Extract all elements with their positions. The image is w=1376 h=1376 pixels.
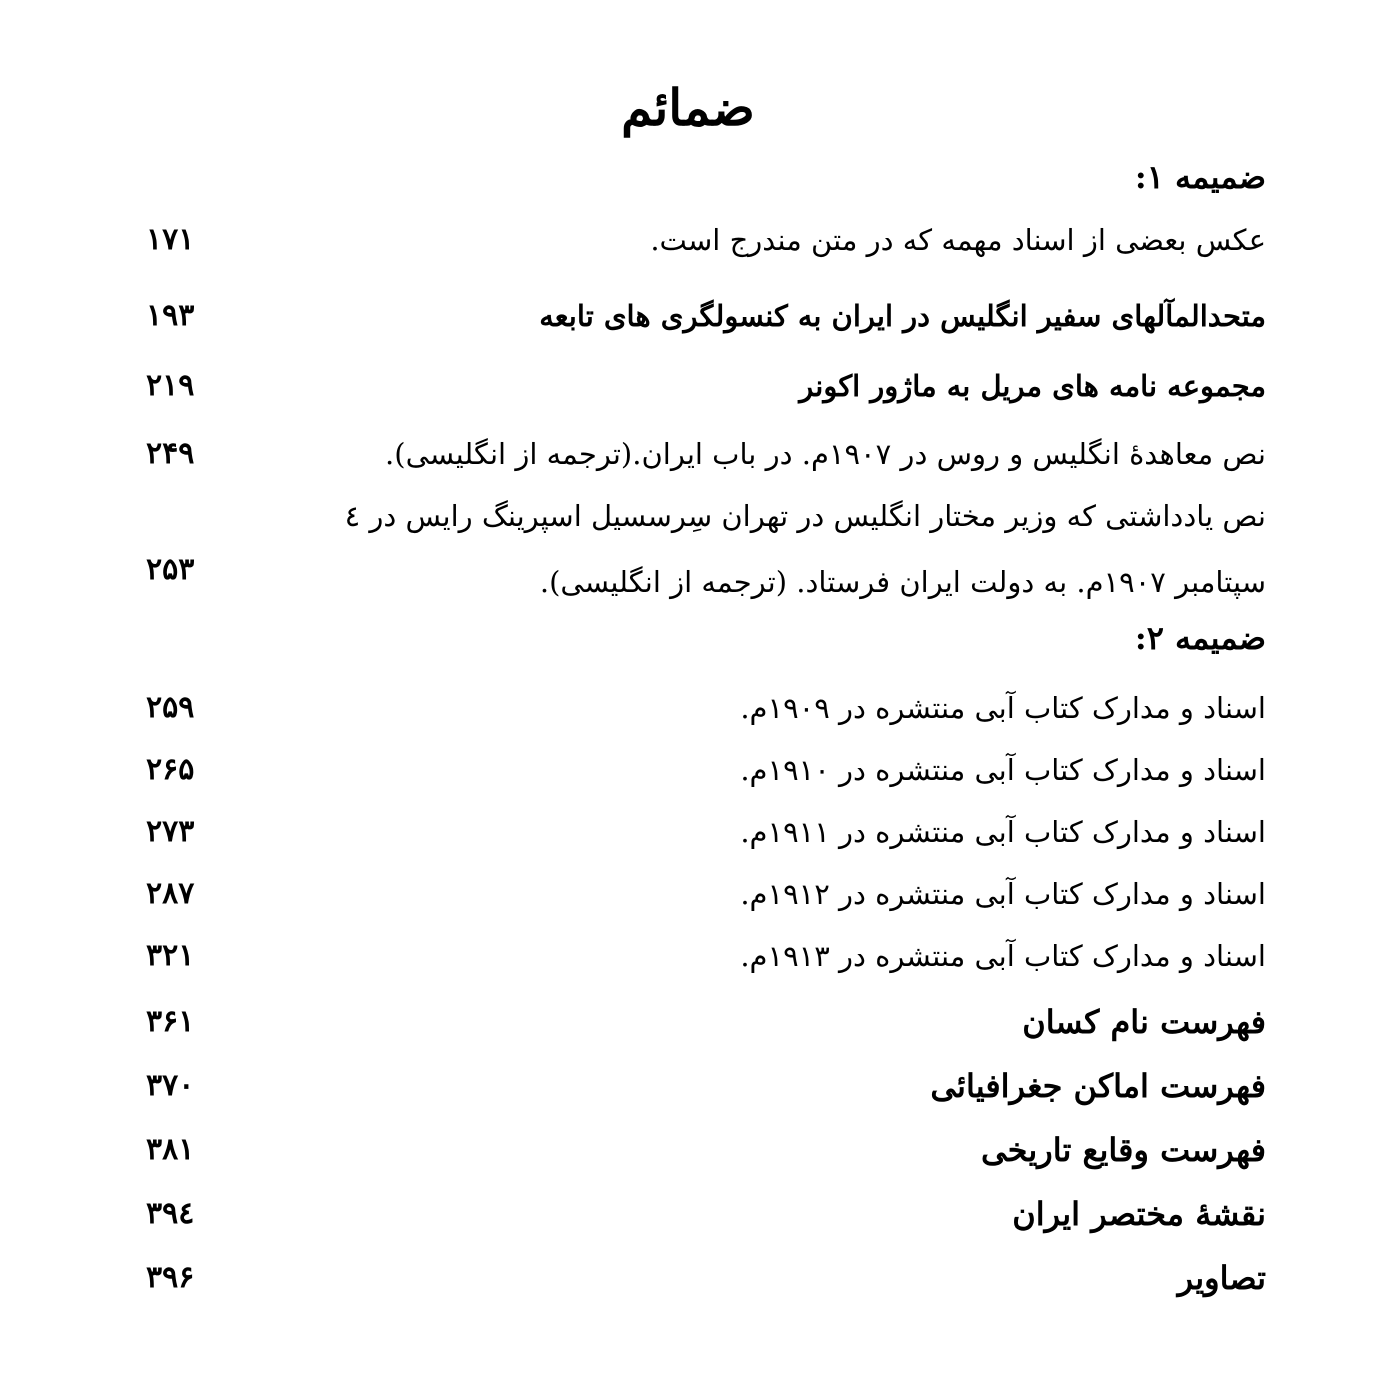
toc-entry bbox=[136, 684, 1266, 732]
entry-page-number: ۲۷۳ bbox=[146, 814, 195, 849]
entry-title: مجموعه نامه های مریل به ماژور اکونر bbox=[799, 369, 1266, 403]
entry-title: اسناد و مدارک کتاب آبی منتشره در ۱۹۱۰م. bbox=[740, 753, 1266, 787]
toc-entry bbox=[136, 362, 1266, 410]
entry-page-number: ۳۸۱ bbox=[146, 1132, 195, 1167]
entry-title: نص معاهدهٔ انگلیس و روس در ۱۹۰۷م. در باب ایران.(ترجمه از انگلیسی). bbox=[385, 437, 1266, 471]
entry-page-number: ۱۷۱ bbox=[146, 222, 195, 257]
toc-entry bbox=[136, 1254, 1266, 1302]
entry-title: عکس بعضی از اسناد مهمه که در متن مندرج است. bbox=[650, 223, 1266, 257]
entry-title: متحدالمآلهای سفیر انگلیس در ایران به کنسولگری های تابعه bbox=[539, 299, 1266, 333]
toc-entry bbox=[136, 292, 1266, 340]
entry-page-number: ۲۶۵ bbox=[146, 752, 195, 787]
entry-page-number: ۳۹٤ bbox=[146, 1196, 195, 1231]
entry-page-number: ۳۲۱ bbox=[146, 938, 195, 973]
section-heading-1: ضمیمه ۱: bbox=[1134, 158, 1266, 196]
toc-entry bbox=[136, 1190, 1266, 1238]
entry-title: فهرست نام کسان bbox=[1022, 1003, 1266, 1041]
page-title: ضمائم bbox=[621, 78, 755, 137]
entry-title: تصاویر bbox=[1177, 1259, 1266, 1297]
entry-page-number: ۲۵۳ bbox=[146, 552, 195, 587]
entry-title: اسناد و مدارک کتاب آبی منتشره در ۱۹۰۹م. bbox=[740, 691, 1266, 725]
entry-title: نقشهٔ مختصر ایران bbox=[1012, 1195, 1266, 1233]
section-heading-2: ضمیمه ۲: bbox=[1134, 619, 1266, 657]
entry-title: اسناد و مدارک کتاب آبی منتشره در ۱۹۱۲م. bbox=[740, 877, 1266, 911]
entry-title-line-2: سپتامبر ۱۹۰۷م. به دولت ایران فرستاد. (ترجمه از انگلیسی). bbox=[539, 565, 1266, 599]
entry-title: فهرست اماکن جغرافیائی bbox=[930, 1067, 1266, 1105]
entry-page-number: ۳۶۱ bbox=[146, 1004, 195, 1039]
toc-entry bbox=[136, 870, 1266, 918]
entry-title: فهرست وقایع تاریخی bbox=[981, 1131, 1266, 1169]
entry-title-line-1: نص یادداشتی که وزیر مختار انگلیس در تهران سِرسسیل اسپرینگ رایس در ٤ bbox=[344, 499, 1266, 533]
toc-entry bbox=[136, 216, 1266, 264]
toc-entry bbox=[136, 1062, 1266, 1110]
entry-page-number: ۱۹۳ bbox=[146, 298, 195, 333]
entry-title: اسناد و مدارک کتاب آبی منتشره در ۱۹۱۱م. bbox=[740, 815, 1266, 849]
entry-page-number: ۲۱۹ bbox=[146, 368, 195, 403]
entry-page-number: ۲۸۷ bbox=[146, 876, 195, 911]
entry-title: اسناد و مدارک کتاب آبی منتشره در ۱۹۱۳م. bbox=[740, 939, 1266, 973]
entry-page-number: ۳۹۶ bbox=[146, 1260, 195, 1295]
entry-page-number: ۲۴۹ bbox=[146, 436, 195, 471]
entry-page-number: ۳۷۰ bbox=[146, 1068, 195, 1103]
toc-entry-multiline bbox=[136, 488, 1266, 638]
toc-entry bbox=[136, 746, 1266, 794]
toc-entry bbox=[136, 808, 1266, 856]
toc-entry bbox=[136, 998, 1266, 1046]
entry-page-number: ۲۵۹ bbox=[146, 690, 195, 725]
toc-entry bbox=[136, 932, 1266, 980]
toc-entry bbox=[136, 430, 1266, 478]
toc-entry bbox=[136, 1126, 1266, 1174]
